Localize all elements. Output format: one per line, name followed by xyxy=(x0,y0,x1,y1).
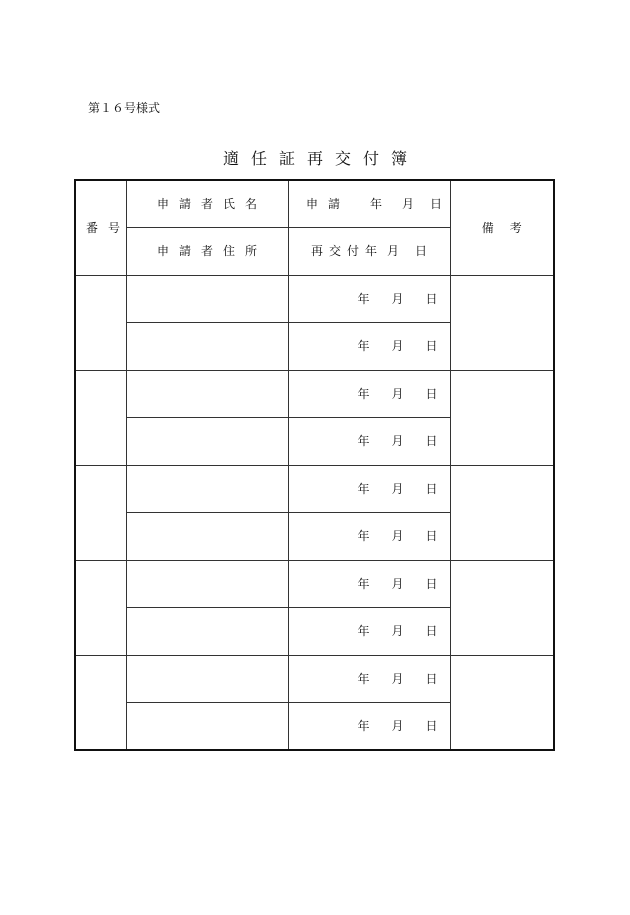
entry-remarks[interactable] xyxy=(450,655,554,750)
header-row-1 xyxy=(75,180,554,228)
date-month-unit: 月 xyxy=(391,481,404,496)
date-day-unit: 日 xyxy=(425,529,438,544)
date-month-unit: 月 xyxy=(391,386,404,401)
date-year-unit: 年 xyxy=(357,529,370,544)
entry-remarks[interactable] xyxy=(450,370,554,465)
date-year-unit: 年 xyxy=(357,624,370,639)
entry-reissue_date[interactable] xyxy=(288,703,450,751)
entry-row-top xyxy=(75,370,554,418)
entry-applicant-name[interactable] xyxy=(126,465,288,513)
header-applicant-name: 申請者氏名 xyxy=(126,180,288,228)
date-day-unit: 日 xyxy=(425,576,438,591)
entry-applicant-address[interactable] xyxy=(126,513,288,561)
entry-applicant-address[interactable] xyxy=(126,418,288,466)
entry-row-top xyxy=(75,655,554,703)
entry-applicant-name[interactable] xyxy=(126,370,288,418)
form-number-label: 第１６号様式 xyxy=(88,101,161,115)
entry-row-top xyxy=(75,275,554,323)
date-year-unit: 年 xyxy=(357,576,370,591)
entry-number[interactable] xyxy=(75,560,126,655)
entry-applicant-address[interactable] xyxy=(126,323,288,371)
date-day-unit: 日 xyxy=(425,671,438,686)
date-day-unit: 日 xyxy=(425,386,438,401)
date-year-unit: 年 xyxy=(357,671,370,686)
header-application-date xyxy=(288,180,450,228)
entry-number[interactable] xyxy=(75,655,126,750)
date-year-unit: 年 xyxy=(357,719,370,733)
entry-row-top xyxy=(75,465,554,513)
date-year-unit: 年 xyxy=(357,339,370,354)
date-month-unit: 月 xyxy=(391,576,404,591)
date-day-unit: 日 xyxy=(425,434,438,449)
entry-applicant-name[interactable] xyxy=(126,275,288,323)
entry-applicant-name[interactable] xyxy=(126,560,288,608)
entry-number[interactable] xyxy=(75,370,126,465)
header-reissue-date-month: 月 xyxy=(386,244,399,259)
date-day-unit: 日 xyxy=(425,719,438,733)
entry-application_date[interactable] xyxy=(288,370,450,418)
entry-application_date[interactable] xyxy=(288,275,450,323)
header-reissue-date-label: 再交付年 xyxy=(310,244,383,259)
header-reissue-date-day: 日 xyxy=(415,244,428,259)
date-month-unit: 月 xyxy=(391,671,404,686)
date-year-unit: 年 xyxy=(357,434,370,449)
header-application-date-year: 年 xyxy=(369,197,382,211)
header-application-date-month: 月 xyxy=(402,197,415,211)
header-number: 番号 xyxy=(75,180,126,275)
entry-remarks[interactable] xyxy=(450,465,554,560)
header-reissue-date xyxy=(288,228,450,276)
entry-applicant-address[interactable] xyxy=(126,703,288,751)
entry-reissue_date[interactable] xyxy=(288,323,450,371)
entry-remarks[interactable] xyxy=(450,560,554,655)
entry-applicant-name[interactable] xyxy=(126,655,288,703)
date-month-unit: 月 xyxy=(391,434,404,449)
date-day-unit: 日 xyxy=(425,624,438,639)
entry-applicant-address[interactable] xyxy=(126,608,288,656)
reissue-ledger-table xyxy=(74,179,555,751)
entry-number[interactable] xyxy=(75,465,126,560)
date-day-unit: 日 xyxy=(425,339,438,354)
entry-reissue_date[interactable] xyxy=(288,513,450,561)
date-month-unit: 月 xyxy=(391,719,404,733)
date-day-unit: 日 xyxy=(425,291,438,306)
entry-application_date[interactable] xyxy=(288,465,450,513)
date-day-unit: 日 xyxy=(425,481,438,496)
header-application-date-day: 日 xyxy=(430,197,443,211)
date-year-unit: 年 xyxy=(357,481,370,496)
entry-row-top xyxy=(75,560,554,608)
date-month-unit: 月 xyxy=(391,339,404,354)
entry-reissue_date[interactable] xyxy=(288,608,450,656)
date-month-unit: 月 xyxy=(391,291,404,306)
document-title: 適任証再交付簿 xyxy=(222,149,419,168)
header-applicant-address: 申請者住所 xyxy=(126,228,288,276)
header-remarks: 備考 xyxy=(450,180,554,275)
date-month-unit: 月 xyxy=(391,624,404,639)
entry-reissue_date[interactable] xyxy=(288,418,450,466)
entry-application_date[interactable] xyxy=(288,655,450,703)
date-year-unit: 年 xyxy=(357,291,370,306)
date-year-unit: 年 xyxy=(357,386,370,401)
date-month-unit: 月 xyxy=(391,529,404,544)
entry-number[interactable] xyxy=(75,275,126,370)
entry-application_date[interactable] xyxy=(288,560,450,608)
header-application-date-label: 申請 xyxy=(305,197,350,211)
entry-remarks[interactable] xyxy=(450,275,554,370)
